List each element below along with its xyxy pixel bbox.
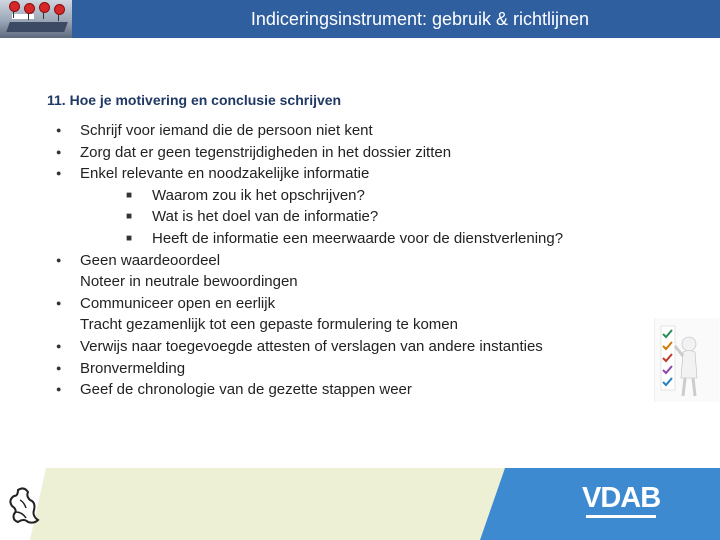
bullet-marker: ● bbox=[56, 254, 62, 265]
list-item-text: Geen waardeoordeel bbox=[80, 251, 221, 269]
list-item-text: Noteer in neutrale bewoordingen bbox=[80, 273, 298, 291]
header-bar bbox=[0, 0, 720, 38]
bullet-marker: ● bbox=[56, 362, 62, 373]
bullet-marker: ● bbox=[56, 297, 62, 308]
vdab-logo-underline bbox=[586, 515, 656, 518]
flemish-lion-logo bbox=[6, 486, 42, 535]
road-signs-image bbox=[0, 0, 72, 38]
list-item-text: Tracht gezamenlijk tot een gepaste formulering te komen bbox=[80, 316, 458, 334]
list-item-text: Enkel relevante en noodzakelijke informatie bbox=[80, 165, 370, 183]
list-item-text: Schrijf voor iemand die de persoon niet kent bbox=[80, 122, 373, 139]
page-title: Indiceringsinstrument: gebruik & richtlijnen bbox=[250, 9, 590, 29]
list-item-text: Bronvermelding bbox=[80, 359, 186, 377]
sub-list-item-text: Wat is het doel van de informatie? bbox=[152, 208, 379, 226]
list-item-text: Geef de chronologie van de gezette stappen weer bbox=[80, 381, 412, 399]
list-item-text: Zorg dat er geen tegenstrijdigheden in het dossier zitten bbox=[80, 143, 452, 161]
sub-bullet-marker: ■ bbox=[126, 232, 133, 244]
sub-list-item-text: Waarom zou ik het opschrijven? bbox=[152, 186, 365, 204]
bullet-marker: ● bbox=[56, 125, 62, 135]
section-heading: 11. Hoe je motivering en conclusie schrijven bbox=[47, 92, 342, 108]
sub-list-item-text: Heeft de informatie een meerwaarde voor de dienstverlening? bbox=[152, 229, 564, 247]
list-item-text: Communiceer open en eerlijk bbox=[80, 294, 276, 312]
sub-bullet-marker: ■ bbox=[126, 211, 133, 223]
bullet-marker: ● bbox=[56, 168, 62, 179]
list-item-text: Verwijs naar toegevoegde attesten of verslagen van andere instanties bbox=[80, 337, 543, 355]
vdab-logo: VDAB bbox=[582, 482, 661, 514]
checklist-figure-image bbox=[654, 318, 719, 402]
bullet-marker: ● bbox=[56, 340, 62, 351]
bullet-marker: ● bbox=[56, 384, 62, 395]
sub-bullet-marker: ■ bbox=[126, 189, 133, 201]
bullet-marker: ● bbox=[56, 146, 62, 157]
